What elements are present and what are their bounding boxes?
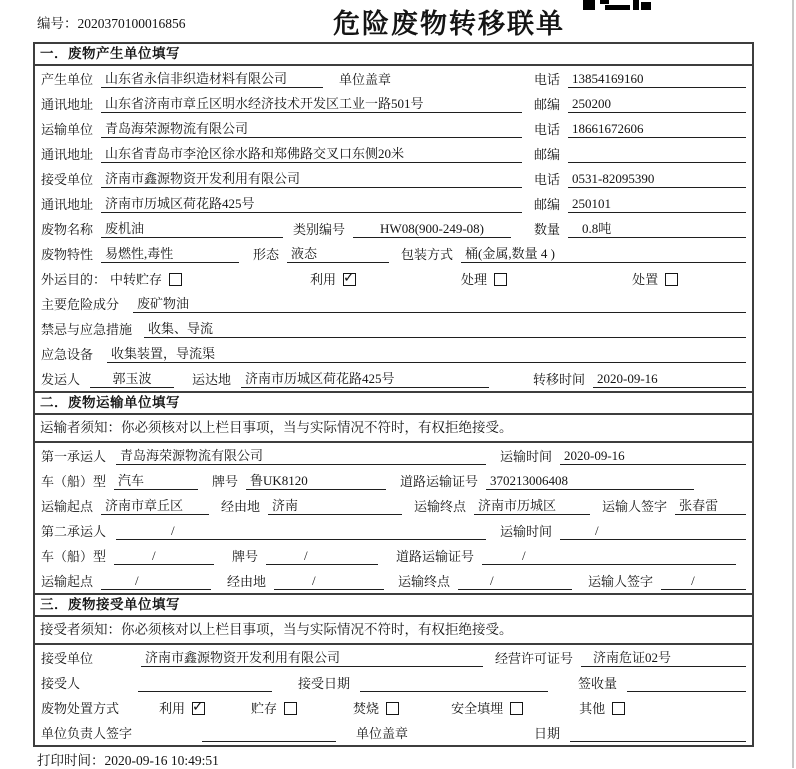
transporter-unit-label: 运输单位 — [41, 122, 94, 137]
transfer-time-value: 2020-09-16 — [593, 370, 746, 388]
purpose-utilize-label: 利用 — [310, 272, 337, 287]
receiver-notice: 接受者须知：你必须核对以上栏目事项，当与实际情况不符时，有权拒绝接受。 — [35, 617, 752, 645]
waste-category-value: HW08(900-249-08) — [353, 220, 511, 238]
end-2-value: / — [458, 572, 572, 590]
print-time-value: 2020-09-16 10:49:51 — [104, 753, 219, 768]
plate-1-value: 鲁UK8120 — [246, 472, 386, 490]
print-time — [37, 749, 219, 769]
disposal-method-label: 废物处置方式 — [41, 701, 120, 716]
receiver-phone-value: 0531-82095390 — [568, 170, 746, 188]
via-2-value: / — [274, 572, 384, 590]
disposal-storage-label: 贮存 — [251, 701, 278, 716]
producer-phone-value: 13854169160 — [568, 70, 746, 88]
waste-traits-value: 易燃性,毒性 — [101, 245, 239, 263]
license-label: 经营许可证号 — [495, 651, 574, 666]
unit-seal-label: 单位盖章 — [339, 72, 392, 87]
waste-name-label: 废物名称 — [41, 222, 94, 237]
purpose-dispose-checkbox — [665, 273, 678, 286]
vehicle-type-1-value: 汽车 — [114, 472, 198, 490]
vehicle-type-2-label: 车（船）型 — [41, 549, 107, 564]
serial-label: 编号： — [37, 16, 78, 31]
waste-traits-label: 废物特性 — [41, 247, 94, 262]
transporter-address-value: 山东省青岛市李沧区徐水路和郑佛路交叉口东侧20米 — [101, 145, 522, 163]
transporter-phone-label: 电话 — [534, 122, 561, 137]
section-producer — [35, 44, 752, 391]
transfer-purpose-row — [35, 266, 752, 291]
disposal-method-row — [35, 695, 752, 720]
receiver-seal-label: 单位盖章 — [356, 726, 409, 741]
accept-sign-date-label: 日期 — [533, 726, 560, 741]
packing-label: 包装方式 — [401, 247, 454, 262]
transport-time-2-label: 运输时间 — [500, 524, 553, 539]
producer-address-row — [35, 91, 752, 116]
responsible-sign-value — [202, 725, 336, 742]
receiver-address-row — [35, 191, 752, 216]
disposal-utilize-label: 利用 — [159, 701, 186, 716]
qr-code-fragment-icon — [583, 0, 651, 10]
purpose-dispose-label: 处置 — [632, 272, 659, 287]
section-2-title: 二．废物运输单位填写 — [35, 393, 752, 415]
carrier-sign-2-value: / — [661, 572, 746, 590]
taboo-measures-row — [35, 316, 752, 341]
end-2-label: 运输终点 — [398, 574, 451, 589]
via-2-label: 经由地 — [227, 574, 267, 589]
producer-address-label: 通讯地址 — [41, 97, 94, 112]
transporter-zip-label: 邮编 — [534, 147, 561, 162]
via-1-label: 经由地 — [221, 499, 261, 514]
packing-value: 桶(金属,数量 4 ) — [461, 245, 746, 263]
producer-zip-value: 250200 — [568, 95, 746, 113]
purpose-utilize-checkbox — [343, 273, 356, 286]
accept-unit-value: 济南市鑫源物资开发利用有限公司 — [141, 649, 483, 667]
shipper-row — [35, 366, 752, 391]
transport-time-2-value: / — [560, 522, 746, 540]
transfer-purpose-label: 外运目的： — [41, 272, 107, 287]
road-permit-2-label: 道路运输证号 — [396, 549, 475, 564]
disposal-other-label: 其他 — [579, 701, 606, 716]
disposal-utilize-checkbox — [192, 702, 205, 715]
manifest-table — [33, 42, 754, 747]
vehicle-type-1-label: 车（船）型 — [41, 474, 107, 489]
waste-quantity-label: 数量 — [534, 222, 561, 237]
second-carrier-value: / — [116, 522, 486, 540]
receiver-address-value: 济南市历城区荷花路425号 — [101, 195, 522, 213]
receiver-zip-label: 邮编 — [534, 197, 561, 212]
vehicle-type-2-value: / — [114, 547, 214, 565]
transporter-notice: 运输者须知：你必须核对以上栏目事项，当与实际情况不符时，有权拒绝接受。 — [35, 415, 752, 443]
receiver-unit-row — [35, 166, 752, 191]
emergency-equipment-label: 应急设备 — [41, 347, 94, 362]
disposal-landfill-label: 安全填埋 — [451, 701, 504, 716]
receipt-quantity-label: 签收量 — [578, 676, 618, 691]
transport-time-1-value: 2020-09-16 — [560, 447, 746, 465]
purpose-treat-label: 处理 — [461, 272, 488, 287]
destination-label: 运达地 — [192, 372, 232, 387]
end-1-label: 运输终点 — [414, 499, 467, 514]
waste-quantity-value: 0.8吨 — [568, 220, 746, 238]
first-carrier-row — [35, 443, 752, 468]
print-time-label: 打印时间： — [37, 753, 105, 768]
route-1-row — [35, 493, 752, 518]
acceptor-value — [138, 675, 272, 692]
disposal-incinerate-label: 焚烧 — [353, 701, 380, 716]
section-transporter — [35, 391, 752, 593]
accept-sign-date-value — [570, 725, 746, 742]
transporter-address-row — [35, 141, 752, 166]
producer-unit-row — [35, 66, 752, 91]
transporter-zip-value — [568, 146, 746, 163]
producer-unit-label: 产生单位 — [41, 72, 94, 87]
purpose-treat-checkbox — [494, 273, 507, 286]
vehicle-1-row — [35, 468, 752, 493]
acceptor-row — [35, 670, 752, 695]
hazard-component-row — [35, 291, 752, 316]
plate-2-label: 牌号 — [232, 549, 259, 564]
waste-name-value: 废机油 — [101, 220, 283, 238]
emergency-equipment-value: 收集装置，导流渠 — [107, 345, 746, 363]
road-permit-2-value: / — [482, 547, 736, 565]
disposal-other-checkbox — [612, 702, 625, 715]
disposal-storage-checkbox — [284, 702, 297, 715]
section-1-title: 一．废物产生单位填写 — [35, 44, 752, 66]
hazard-component-label: 主要危险成分 — [41, 297, 120, 312]
waste-form-value: 液态 — [287, 245, 389, 263]
transport-time-1-label: 运输时间 — [500, 449, 553, 464]
hazard-component-value: 废矿物油 — [133, 295, 746, 313]
producer-phone-label: 电话 — [534, 72, 561, 87]
responsible-sign-label: 单位负责人签字 — [41, 726, 133, 741]
purpose-transfer-storage-label: 中转贮存 — [110, 272, 163, 287]
waste-traits-row — [35, 241, 752, 266]
taboo-measures-label: 禁忌与应急措施 — [41, 322, 133, 337]
receiver-phone-label: 电话 — [534, 172, 561, 187]
receiver-address-label: 通讯地址 — [41, 197, 94, 212]
accept-unit-label: 接受单位 — [41, 651, 94, 666]
transporter-unit-value: 青岛海荣源物流有限公司 — [101, 120, 522, 138]
second-carrier-label: 第二承运人 — [41, 524, 107, 539]
scan-edge-line — [792, 0, 794, 768]
vehicle-2-row — [35, 543, 752, 568]
receiver-zip-value: 250101 — [568, 195, 746, 213]
responsible-sign-row — [35, 720, 752, 745]
plate-1-label: 牌号 — [212, 474, 239, 489]
document-header — [0, 0, 796, 42]
taboo-measures-value: 收集、导流 — [144, 320, 746, 338]
purpose-transfer-storage-checkbox — [169, 273, 182, 286]
transporter-unit-row — [35, 116, 752, 141]
end-1-value: 济南市历城区 — [474, 497, 590, 515]
serial-value: 2020370100016856 — [77, 16, 186, 31]
plate-2-value: / — [266, 547, 378, 565]
producer-zip-label: 邮编 — [534, 97, 561, 112]
section-receiver — [35, 593, 752, 745]
waste-form-label: 形态 — [253, 247, 280, 262]
receiver-unit-label: 接受单位 — [41, 172, 94, 187]
second-carrier-row — [35, 518, 752, 543]
accept-unit-row — [35, 645, 752, 670]
route-2-row — [35, 568, 752, 593]
disposal-landfill-checkbox — [510, 702, 523, 715]
origin-2-value: / — [101, 572, 211, 590]
road-permit-1-label: 道路运输证号 — [400, 474, 479, 489]
transporter-address-label: 通讯地址 — [41, 147, 94, 162]
road-permit-1-value: 370213006408 — [486, 472, 694, 490]
accept-date-label: 接受日期 — [298, 676, 351, 691]
disposal-incinerate-checkbox — [386, 702, 399, 715]
transporter-phone-value: 18661672606 — [568, 120, 746, 138]
acceptor-label: 接受人 — [41, 676, 81, 691]
section-3-title: 三．废物接受单位填写 — [35, 595, 752, 617]
waste-category-label: 类别编号 — [293, 222, 346, 237]
first-carrier-value: 青岛海荣源物流有限公司 — [116, 447, 486, 465]
origin-2-label: 运输起点 — [41, 574, 94, 589]
waste-name-row — [35, 216, 752, 241]
carrier-sign-2-label: 运输人签字 — [588, 574, 654, 589]
via-1-value: 济南 — [268, 497, 402, 515]
shipper-value: 郭玉波 — [90, 370, 174, 388]
page-title: 危险废物转移联单 — [333, 9, 565, 39]
producer-unit-value: 山东省永信非织造材料有限公司 — [101, 70, 323, 88]
emergency-equipment-row — [35, 341, 752, 366]
shipper-label: 发运人 — [41, 372, 81, 387]
origin-1-value: 济南市章丘区 — [101, 497, 209, 515]
destination-value: 济南市历城区荷花路425号 — [241, 370, 489, 388]
carrier-sign-1-label: 运输人签字 — [602, 499, 668, 514]
license-value: 济南危证02号 — [581, 649, 746, 667]
receipt-quantity-value — [627, 675, 746, 692]
carrier-sign-1-value: 张春雷 — [675, 497, 746, 515]
transfer-time-label: 转移时间 — [533, 372, 586, 387]
serial-number — [37, 12, 186, 32]
producer-address-value: 山东省济南市章丘区明水经济技术开发区工业一路501号 — [101, 95, 522, 113]
receiver-unit-value: 济南市鑫源物资开发利用有限公司 — [101, 170, 522, 188]
accept-date-value — [360, 675, 548, 692]
origin-1-label: 运输起点 — [41, 499, 94, 514]
first-carrier-label: 第一承运人 — [41, 449, 107, 464]
